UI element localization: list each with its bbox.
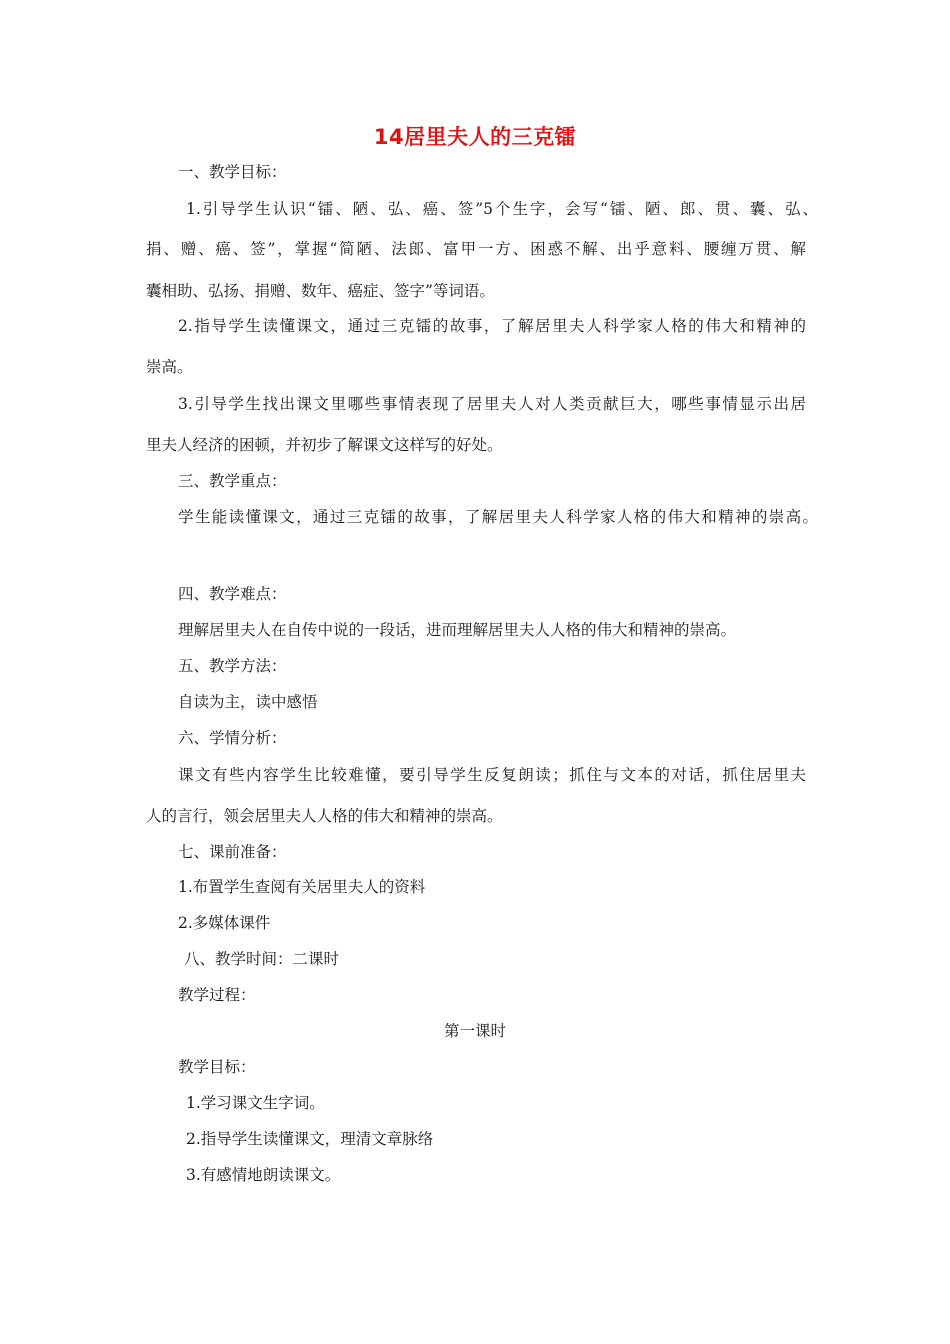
paragraph-line: 1.布置学生查阅有关居里夫人的资料 <box>178 878 426 896</box>
paragraph-line: 3.引导学生找出课文里哪些事情表现了居里夫人对人类贡献巨大，哪些事情显示出居 <box>178 395 806 413</box>
section-heading-preparation: 七、课前准备： <box>178 843 287 861</box>
paragraph-line: 2.多媒体课件 <box>178 914 271 932</box>
section-heading-difficulties: 四、教学难点： <box>178 585 287 603</box>
list-item: 3.有感情地朗读课文。 <box>186 1166 341 1184</box>
list-item: 1.学习课文生字词。 <box>186 1094 325 1112</box>
paragraph-line: 2.指导学生读懂课文，通过三克镭的故事，了解居里夫人科学家人格的伟大和精神的 <box>178 317 806 335</box>
section-heading-lesson-objectives: 教学目标： <box>178 1058 256 1076</box>
paragraph-line: 1.引导学生认识“镭、陋、弘、癌、签”5个生字，会写“镭、陋、郎、贯、囊、弘、 <box>186 200 818 218</box>
section-heading-objectives: 一、教学目标： <box>178 163 287 181</box>
paragraph-line: 崇高。 <box>146 358 193 376</box>
list-item: 2.指导学生读懂课文，理清文章脉络 <box>186 1130 434 1148</box>
paragraph-line: 捐、赠、癌、签”，掌握“简陋、法郎、富甲一方、困惑不解、出乎意料、腰缠万贯、解 <box>146 240 806 258</box>
paragraph-line: 里夫人经济的困顿，并初步了解课文这样写的好处。 <box>146 436 503 454</box>
paragraph-line: 学生能读懂课文，通过三克镭的故事，了解居里夫人科学家人格的伟大和精神的崇高。 <box>178 508 818 526</box>
section-heading-methods: 五、教学方法： <box>178 657 287 675</box>
paragraph-line: 囊相助、弘扬、捐赠、数年、癌症、签字”等词语。 <box>146 282 495 300</box>
lesson-heading: 第一课时 <box>443 1022 506 1040</box>
document-title: 14居里夫人的三克镭 <box>373 125 577 149</box>
paragraph-line: 自读为主，读中感悟 <box>178 693 318 711</box>
section-heading-analysis: 六、学情分析： <box>178 729 287 747</box>
paragraph-line: 理解居里夫人在自传中说的一段话，进而理解居里夫人人格的伟大和精神的崇高。 <box>178 621 737 639</box>
section-heading-time: 八、教学时间：二课时 <box>184 950 340 968</box>
section-heading-key-points: 三、教学重点： <box>178 472 287 490</box>
section-heading-process: 教学过程： <box>178 986 256 1004</box>
paragraph-line: 课文有些内容学生比较难懂，要引导学生反复朗读；抓住与文本的对话，抓住居里夫 <box>178 766 806 784</box>
paragraph-line: 人的言行，领会居里夫人人格的伟大和精神的崇高。 <box>146 807 503 825</box>
